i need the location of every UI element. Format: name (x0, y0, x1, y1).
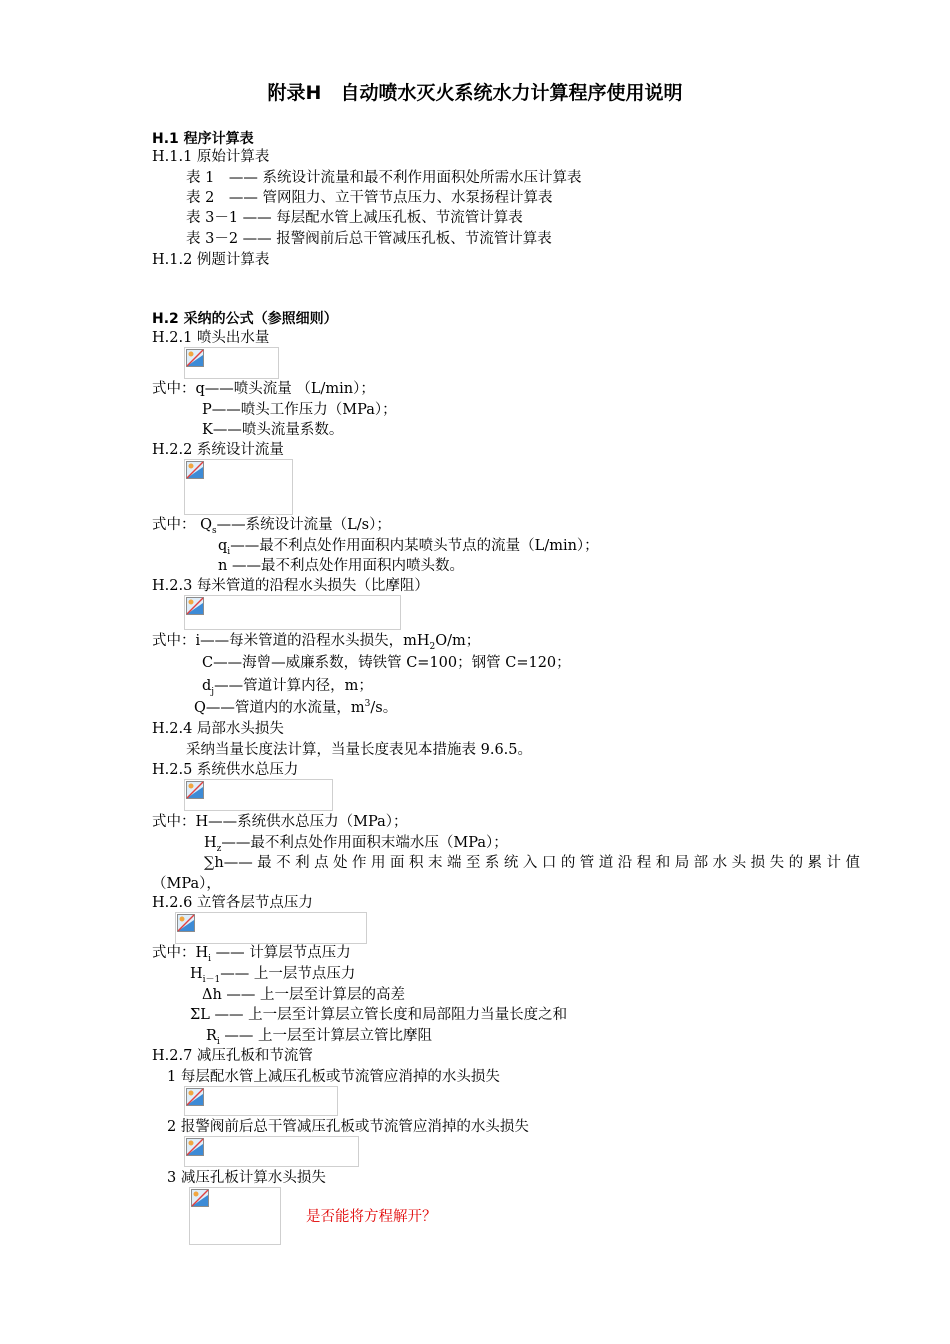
table-3-1-desc: 表 3－1 —— 每层配水管上减压孔板、节流管计算表 (186, 210, 523, 226)
subsection-h1-1: H.1.1 原始计算表 (152, 149, 270, 165)
subsection-h2-3: H.2.3 每米管道的沿程水头损失（比摩阻） (152, 578, 429, 594)
subsection-h2-5: H.2.5 系统供水总压力 (152, 762, 299, 778)
where-text: Δh —— 上一层至计算层的高差 (202, 987, 406, 1003)
where-text: P——喷头工作压力（MPa）； (202, 402, 397, 418)
where-text: $H_{i-1}——$ 上一层节点压力 (190, 966, 356, 985)
where-text: 式中：q——喷头流量 （L/min）； (152, 381, 375, 397)
annotation-note: 是否能将方程解开？ (306, 1209, 437, 1225)
list-item: 3 减压孔板计算水头损失 (167, 1170, 326, 1186)
where-text: 式中：$H_i$ —— 计算层节点压力 (152, 945, 351, 964)
subsection-h1-2: H.1.2 例题计算表 (152, 252, 270, 268)
where-text: C——海曾—威廉系数，铸铁管 C=100；钢管 C=120； (202, 655, 571, 671)
where-text: 式中：H——系统供水总压力（MPa）； (152, 814, 408, 830)
broken-image-icon (186, 597, 204, 615)
formula-image (184, 1086, 338, 1116)
formula-image (184, 347, 279, 379)
section-heading-h1: H.1 程序计算表 (152, 131, 254, 147)
broken-image-icon (186, 781, 204, 799)
paragraph: 采纳当量长度法计算，当量长度表见本措施表 9.6.5。 (186, 742, 533, 758)
list-item: 1 每层配水管上减压孔板或节流管应消掉的水头损失 (167, 1069, 500, 1085)
where-text: （MPa）， (152, 876, 221, 892)
formula-image (189, 1187, 281, 1245)
formula-image (175, 912, 367, 944)
where-text: $q_i——$最不利点处作用面积内某喷头节点的流量（L/min）； (218, 538, 599, 557)
where-text: Q——管道内的水流量，$m^3/s$。 (194, 699, 398, 716)
table-2-desc: 表 2 —— 管网阻力、立干管节点压力、水泵扬程计算表 (186, 190, 553, 206)
table-1-desc: 表 1 —— 系统设计流量和最不利作用面积处所需水压计算表 (186, 170, 582, 186)
broken-image-icon (191, 1189, 209, 1207)
broken-image-icon (186, 1088, 204, 1106)
subsection-h2-6: H.2.6 立管各层节点压力 (152, 895, 313, 911)
subsection-h2-1: H.2.1 喷头出水量 (152, 330, 270, 346)
subsection-h2-4: H.2.4 局部水头损失 (152, 721, 284, 737)
formula-image (184, 595, 401, 630)
where-text: n ——最不利点处作用面积内喷头数。 (218, 558, 464, 574)
subsection-h2-7: H.2.7 减压孔板和节流管 (152, 1048, 313, 1064)
where-text: $R_i$ —— 上一层至计算层立管比摩阻 (206, 1028, 433, 1047)
broken-image-icon (186, 1138, 204, 1156)
section-heading-h2: H.2 采纳的公式（参照细则） (152, 311, 338, 327)
table-3-2-desc: 表 3－2 —— 报警阀前后总干管减压孔板、节流管计算表 (186, 231, 552, 247)
formula-image (184, 779, 333, 811)
where-text: ∑h——最不利点处作用面积末端至系统入口的管道沿程和局部水头损失的累计值 (204, 855, 860, 871)
broken-image-icon (186, 349, 204, 367)
broken-image-icon (177, 914, 195, 932)
where-text: K——喷头流量系数。 (202, 422, 344, 438)
broken-image-icon (186, 461, 204, 479)
page-title: 附录H 自动喷水灭火系统水力计算程序使用说明 (267, 82, 683, 104)
list-item: 2 报警阀前后总干管减压孔板或节流管应消掉的水头损失 (167, 1119, 529, 1135)
where-text: 式中： $Q_s——$系统设计流量（L/s）； (152, 517, 391, 536)
formula-image (184, 1136, 359, 1167)
where-text: 式中：i——每米管道的沿程水头损失，$mH_2O/m$； (152, 633, 481, 652)
formula-image (184, 459, 293, 515)
subsection-h2-2: H.2.2 系统设计流量 (152, 442, 284, 458)
where-text: $d_j——$管道计算内径，m； (202, 678, 373, 697)
where-text: $H_z——$最不利点处作用面积末端水压（MPa）； (204, 835, 508, 854)
where-text: ΣL —— 上一层至计算层立管长度和局部阻力当量长度之和 (190, 1007, 568, 1023)
